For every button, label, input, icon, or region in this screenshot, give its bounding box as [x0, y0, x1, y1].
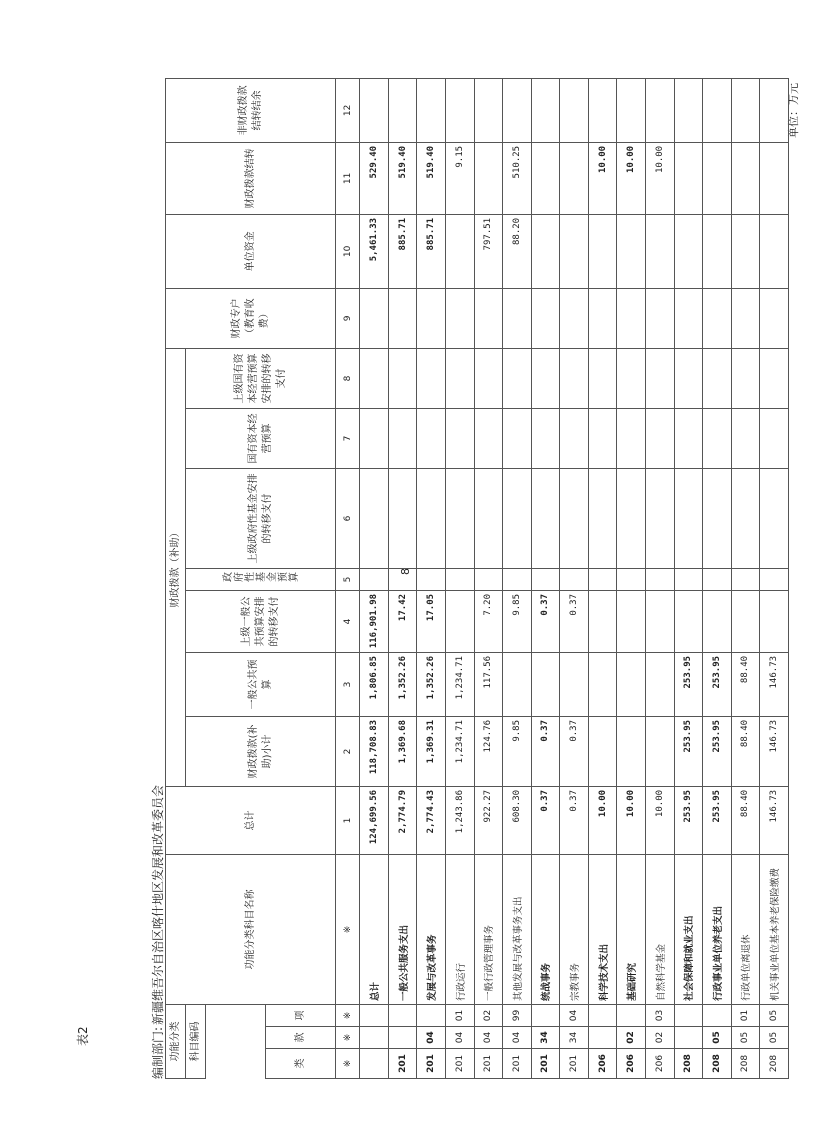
- value-c7: [674, 408, 703, 468]
- subject-name: 宗教事务: [560, 854, 589, 1004]
- value-c10: [617, 214, 646, 288]
- table-row: [360, 78, 389, 1078]
- value-c10: [760, 214, 789, 288]
- index-row: [336, 78, 360, 1078]
- value-c3: 253.95: [703, 652, 732, 716]
- value-c6: [731, 468, 760, 568]
- value-c9: [760, 288, 789, 348]
- value-c4: 0.37: [531, 590, 560, 652]
- value-c9: [645, 288, 674, 348]
- index-cell: 2: [336, 716, 360, 786]
- value-c1: 1,243.86: [445, 786, 474, 854]
- value-c12: [588, 78, 617, 142]
- value-c11: [703, 142, 732, 214]
- code-xiang: 01: [731, 1004, 760, 1026]
- value-c5: [760, 568, 789, 590]
- value-c3: 1,352.26: [388, 652, 417, 716]
- code-kuan: 34: [531, 1027, 560, 1049]
- code-kuan: 05: [760, 1027, 789, 1049]
- code-kuan: 04: [417, 1027, 446, 1049]
- value-c6: [445, 468, 474, 568]
- subject-name: 行政单位离退休: [731, 854, 760, 1004]
- header-state-capital: 国有资本经营预算: [186, 408, 336, 468]
- value-c11: 529.40: [360, 142, 389, 214]
- org-name: 新疆维吾尔自治区喀什地区发展和改革委员会: [151, 784, 165, 1025]
- value-c2: 1,369.31: [417, 716, 446, 786]
- value-c3: [503, 652, 532, 716]
- code-kuan: [588, 1027, 617, 1049]
- index-cell: 12: [336, 78, 360, 142]
- org-line: [149, 785, 166, 1079]
- value-c8: [417, 348, 446, 408]
- value-c5: [617, 568, 646, 590]
- table-row: [417, 78, 446, 1078]
- code-lei: 208: [674, 1049, 703, 1079]
- value-c3: [560, 652, 589, 716]
- code-xiang: [388, 1004, 417, 1026]
- value-c11: 519.40: [388, 142, 417, 214]
- header-gov-fund: 政府性基金预算: [186, 568, 336, 590]
- subject-name: 总计: [360, 854, 389, 1004]
- value-c1: 0.37: [560, 786, 589, 854]
- value-c11: [731, 142, 760, 214]
- value-c2: [645, 716, 674, 786]
- value-c8: [388, 348, 417, 408]
- value-c11: 10.00: [588, 142, 617, 214]
- value-c9: [360, 288, 389, 348]
- value-c7: [360, 408, 389, 468]
- header-nonfiscal-carryover: 非财政拨款结转结余: [166, 78, 336, 142]
- index-cell: 10: [336, 214, 360, 288]
- value-c6: [588, 468, 617, 568]
- table-row: [560, 78, 589, 1078]
- value-c1: 10.00: [645, 786, 674, 854]
- header-subject-code: 科目编码: [186, 1004, 206, 1078]
- code-kuan: 02: [645, 1027, 674, 1049]
- value-c10: 797.51: [474, 214, 503, 288]
- value-c12: [645, 78, 674, 142]
- value-c10: [531, 214, 560, 288]
- value-c12: [360, 78, 389, 142]
- value-c4: [617, 590, 646, 652]
- value-c11: 519.40: [417, 142, 446, 214]
- value-c6: [417, 468, 446, 568]
- value-c10: 88.20: [503, 214, 532, 288]
- value-c6: [388, 468, 417, 568]
- value-c6: [503, 468, 532, 568]
- value-c8: [760, 348, 789, 408]
- value-c9: [588, 288, 617, 348]
- value-c3: 1,806.85: [360, 652, 389, 716]
- table-row: [731, 78, 760, 1078]
- code-lei: 201: [445, 1049, 474, 1079]
- value-c2: [588, 716, 617, 786]
- value-c8: [703, 348, 732, 408]
- index-cell: ※: [336, 1004, 360, 1026]
- value-c5: [503, 568, 532, 590]
- value-c1: 124,699.56: [360, 786, 389, 854]
- value-c2: 124.76: [474, 716, 503, 786]
- table-row: [645, 78, 674, 1078]
- value-c4: [760, 590, 789, 652]
- value-c12: [617, 78, 646, 142]
- value-c1: 922.27: [474, 786, 503, 854]
- value-c7: [645, 408, 674, 468]
- index-cell: 8: [336, 348, 360, 408]
- value-c4: 17.05: [417, 590, 446, 652]
- subject-name: 行政运行: [445, 854, 474, 1004]
- value-c2: 0.37: [560, 716, 589, 786]
- value-c1: 0.37: [531, 786, 560, 854]
- value-c3: 146.73: [760, 652, 789, 716]
- value-c12: [674, 78, 703, 142]
- value-c1: 2,774.43: [417, 786, 446, 854]
- value-c7: [474, 408, 503, 468]
- value-c6: [760, 468, 789, 568]
- value-c10: 885.71: [388, 214, 417, 288]
- org-label: 编制部门:: [151, 1026, 165, 1079]
- value-c9: [531, 288, 560, 348]
- value-c2: 146.73: [760, 716, 789, 786]
- value-c10: [645, 214, 674, 288]
- header-edu-fee: 财政专户（教育收费）: [166, 288, 336, 348]
- value-c11: 10.00: [645, 142, 674, 214]
- value-c8: [588, 348, 617, 408]
- index-cell: ※: [336, 1027, 360, 1049]
- value-c10: 5,461.33: [360, 214, 389, 288]
- value-c6: [474, 468, 503, 568]
- subject-name: 基础研究: [617, 854, 646, 1004]
- code-xiang: [588, 1004, 617, 1026]
- value-c5: [588, 568, 617, 590]
- value-c12: [731, 78, 760, 142]
- table-row: [674, 78, 703, 1078]
- value-c9: [445, 288, 474, 348]
- code-kuan: [388, 1027, 417, 1049]
- value-c3: [588, 652, 617, 716]
- code-kuan: [360, 1027, 389, 1049]
- value-c2: 118,708.83: [360, 716, 389, 786]
- code-xiang: [531, 1004, 560, 1026]
- value-c9: [560, 288, 589, 348]
- value-c7: [588, 408, 617, 468]
- value-c5: [360, 568, 389, 590]
- value-c6: [360, 468, 389, 568]
- value-c5: [731, 568, 760, 590]
- value-c9: [703, 288, 732, 348]
- income-table: [165, 78, 789, 1079]
- value-c5: [474, 568, 503, 590]
- header-func-class: 功能分类: [166, 1004, 186, 1078]
- code-xiang: [674, 1004, 703, 1026]
- value-c5: [445, 568, 474, 590]
- code-lei: 201: [531, 1049, 560, 1079]
- value-c7: [703, 408, 732, 468]
- code-kuan: 02: [617, 1027, 646, 1049]
- value-c7: [417, 408, 446, 468]
- subject-name: 行政事业单位养老支出: [703, 854, 732, 1004]
- header-xiang: 项: [266, 1004, 336, 1026]
- value-c1: 146.73: [760, 786, 789, 854]
- value-c12: [503, 78, 532, 142]
- header-fiscal-group: 财政拨款（补助）: [166, 348, 186, 786]
- code-kuan: 04: [445, 1027, 474, 1049]
- value-c1: 88.40: [731, 786, 760, 854]
- value-c5: [703, 568, 732, 590]
- code-kuan: [674, 1027, 703, 1049]
- value-c2: [617, 716, 646, 786]
- table-row: [388, 78, 417, 1078]
- table-row: [617, 78, 646, 1078]
- value-c12: [760, 78, 789, 142]
- index-cell: 5: [336, 568, 360, 590]
- code-kuan: 05: [703, 1027, 732, 1049]
- value-c12: [560, 78, 589, 142]
- value-c10: [731, 214, 760, 288]
- code-lei: [360, 1049, 389, 1079]
- code-xiang: [617, 1004, 646, 1026]
- value-c8: [531, 348, 560, 408]
- value-c5: [417, 568, 446, 590]
- subject-name: 一般公共服务支出: [388, 854, 417, 1004]
- value-c2: 1,234.71: [445, 716, 474, 786]
- code-xiang: [703, 1004, 732, 1026]
- value-c1: 10.00: [588, 786, 617, 854]
- value-c7: [731, 408, 760, 468]
- code-xiang: [360, 1004, 389, 1026]
- code-lei: 208: [703, 1049, 732, 1079]
- code-kuan: 34: [560, 1027, 589, 1049]
- value-c5: [531, 568, 560, 590]
- code-lei: 206: [617, 1049, 646, 1079]
- code-kuan: 05: [731, 1027, 760, 1049]
- index-cell: 3: [336, 652, 360, 716]
- code-lei: 206: [645, 1049, 674, 1079]
- rotated-page: [149, 79, 813, 1079]
- code-xiang: 02: [474, 1004, 503, 1026]
- value-c11: [474, 142, 503, 214]
- subject-name: 其他发展与改革事务支出: [503, 854, 532, 1004]
- code-xiang: 01: [445, 1004, 474, 1026]
- header-lei: 类: [266, 1049, 336, 1079]
- header-transfer-general: 上级一般公共预算安排的转移支付: [186, 590, 336, 652]
- value-c3: 1,352.26: [417, 652, 446, 716]
- subject-name: 机关事业单位基本养老保险缴费: [760, 854, 789, 1004]
- value-c2: 253.95: [674, 716, 703, 786]
- value-c12: [417, 78, 446, 142]
- code-lei: 201: [560, 1049, 589, 1079]
- value-c9: [731, 288, 760, 348]
- code-xiang: [417, 1004, 446, 1026]
- value-c7: [503, 408, 532, 468]
- value-c5: [560, 568, 589, 590]
- value-c7: [560, 408, 589, 468]
- value-c5: [674, 568, 703, 590]
- value-c8: [617, 348, 646, 408]
- index-cell: 4: [336, 590, 360, 652]
- value-c2: 0.37: [531, 716, 560, 786]
- table-row: [445, 78, 474, 1078]
- value-c9: [674, 288, 703, 348]
- code-lei: 208: [760, 1049, 789, 1079]
- code-lei: 201: [503, 1049, 532, 1079]
- index-cell: 7: [336, 408, 360, 468]
- value-c4: [445, 590, 474, 652]
- value-c10: [588, 214, 617, 288]
- value-c4: 17.42: [388, 590, 417, 652]
- value-c10: [560, 214, 589, 288]
- value-c6: [531, 468, 560, 568]
- corner-label: 表2: [76, 1026, 90, 1046]
- value-c8: [360, 348, 389, 408]
- value-c6: [703, 468, 732, 568]
- index-cell: 1: [336, 786, 360, 854]
- value-c5: [388, 568, 417, 590]
- value-c4: 116,901.98: [360, 590, 389, 652]
- value-c8: [645, 348, 674, 408]
- value-c10: 885.71: [417, 214, 446, 288]
- code-xiang: 05: [760, 1004, 789, 1026]
- value-c10: [703, 214, 732, 288]
- value-c10: [445, 214, 474, 288]
- value-c9: [388, 288, 417, 348]
- value-c4: [703, 590, 732, 652]
- page-number: 8: [399, 568, 412, 575]
- value-c11: [560, 142, 589, 214]
- value-c8: [731, 348, 760, 408]
- value-c11: 510.25: [503, 142, 532, 214]
- subject-name: 发展与改革事务: [417, 854, 446, 1004]
- value-c1: 608.30: [503, 786, 532, 854]
- value-c7: [531, 408, 560, 468]
- code-lei: 201: [388, 1049, 417, 1079]
- value-c7: [445, 408, 474, 468]
- value-c2: 253.95: [703, 716, 732, 786]
- value-c2: 9.85: [503, 716, 532, 786]
- subject-name: 科学技术支出: [588, 854, 617, 1004]
- value-c9: [417, 288, 446, 348]
- header-fiscal-subtotal: 财政拨款(补助)小计: [186, 716, 336, 786]
- value-c3: 88.40: [731, 652, 760, 716]
- header-func-name: 功能分类科目名称: [166, 854, 336, 1004]
- code-kuan: 04: [474, 1027, 503, 1049]
- subject-name: 一般行政管理事务: [474, 854, 503, 1004]
- subject-name: 统战事务: [531, 854, 560, 1004]
- value-c6: [617, 468, 646, 568]
- value-c5: [645, 568, 674, 590]
- value-c12: [445, 78, 474, 142]
- value-c8: [503, 348, 532, 408]
- value-c8: [474, 348, 503, 408]
- header-general-budget: 一般公共预算: [186, 652, 336, 716]
- value-c12: [474, 78, 503, 142]
- subject-name: 社会保障和就业支出: [674, 854, 703, 1004]
- value-c12: [388, 78, 417, 142]
- header-kuan: 款: [266, 1027, 336, 1049]
- value-c11: [760, 142, 789, 214]
- value-c8: [560, 348, 589, 408]
- code-xiang: 99: [503, 1004, 532, 1026]
- index-cell: 6: [336, 468, 360, 568]
- header-total: 总计: [166, 786, 336, 854]
- value-c3: [645, 652, 674, 716]
- subject-name: 自然科学基金: [645, 854, 674, 1004]
- value-c4: [645, 590, 674, 652]
- value-c11: [531, 142, 560, 214]
- value-c11: 10.00: [617, 142, 646, 214]
- value-c9: [503, 288, 532, 348]
- value-c9: [474, 288, 503, 348]
- table-row: [588, 78, 617, 1078]
- value-c4: [674, 590, 703, 652]
- value-c8: [674, 348, 703, 408]
- index-cell: 11: [336, 142, 360, 214]
- value-c9: [617, 288, 646, 348]
- index-cell: ※: [336, 1049, 360, 1079]
- header-transfer-state-capital: 上级国有资本经营预算安排的转移支付: [186, 348, 336, 408]
- table-row: [474, 78, 503, 1078]
- value-c11: [674, 142, 703, 214]
- value-c1: 253.95: [674, 786, 703, 854]
- value-c8: [445, 348, 474, 408]
- code-xiang: 03: [645, 1004, 674, 1026]
- table-row: [760, 78, 789, 1078]
- value-c3: 117.56: [474, 652, 503, 716]
- header-transfer-gov-fund: 上级政府性基金安排的转移支付: [186, 468, 336, 568]
- value-c7: [760, 408, 789, 468]
- index-cell: 9: [336, 288, 360, 348]
- table-row: [703, 78, 732, 1078]
- value-c10: [674, 214, 703, 288]
- value-c2: 88.40: [731, 716, 760, 786]
- table-row: [503, 78, 532, 1078]
- value-c7: [617, 408, 646, 468]
- value-c1: 2,774.79: [388, 786, 417, 854]
- unit-label: 单位：万元: [787, 83, 800, 138]
- value-c3: 253.95: [674, 652, 703, 716]
- value-c11: 9.15: [445, 142, 474, 214]
- code-lei: 206: [588, 1049, 617, 1079]
- value-c12: [531, 78, 560, 142]
- value-c1: 10.00: [617, 786, 646, 854]
- code-xiang: 04: [560, 1004, 589, 1026]
- value-c4: 0.37: [560, 590, 589, 652]
- value-c4: 9.85: [503, 590, 532, 652]
- value-c3: 1,234.71: [445, 652, 474, 716]
- value-c6: [674, 468, 703, 568]
- value-c4: 7.20: [474, 590, 503, 652]
- table-row: [531, 78, 560, 1078]
- code-lei: 201: [417, 1049, 446, 1079]
- value-c12: [703, 78, 732, 142]
- value-c7: [388, 408, 417, 468]
- value-c3: [617, 652, 646, 716]
- value-c6: [645, 468, 674, 568]
- header-unit-funds: 单位资金: [166, 214, 336, 288]
- value-c1: 253.95: [703, 786, 732, 854]
- value-c4: [588, 590, 617, 652]
- header-fiscal-carryover: 财政拨款结转: [166, 142, 336, 214]
- code-lei: 201: [474, 1049, 503, 1079]
- value-c4: [731, 590, 760, 652]
- index-cell: ※: [336, 854, 360, 1004]
- value-c2: 1,369.68: [388, 716, 417, 786]
- code-lei: 208: [731, 1049, 760, 1079]
- value-c6: [560, 468, 589, 568]
- code-kuan: 04: [503, 1027, 532, 1049]
- value-c3: [531, 652, 560, 716]
